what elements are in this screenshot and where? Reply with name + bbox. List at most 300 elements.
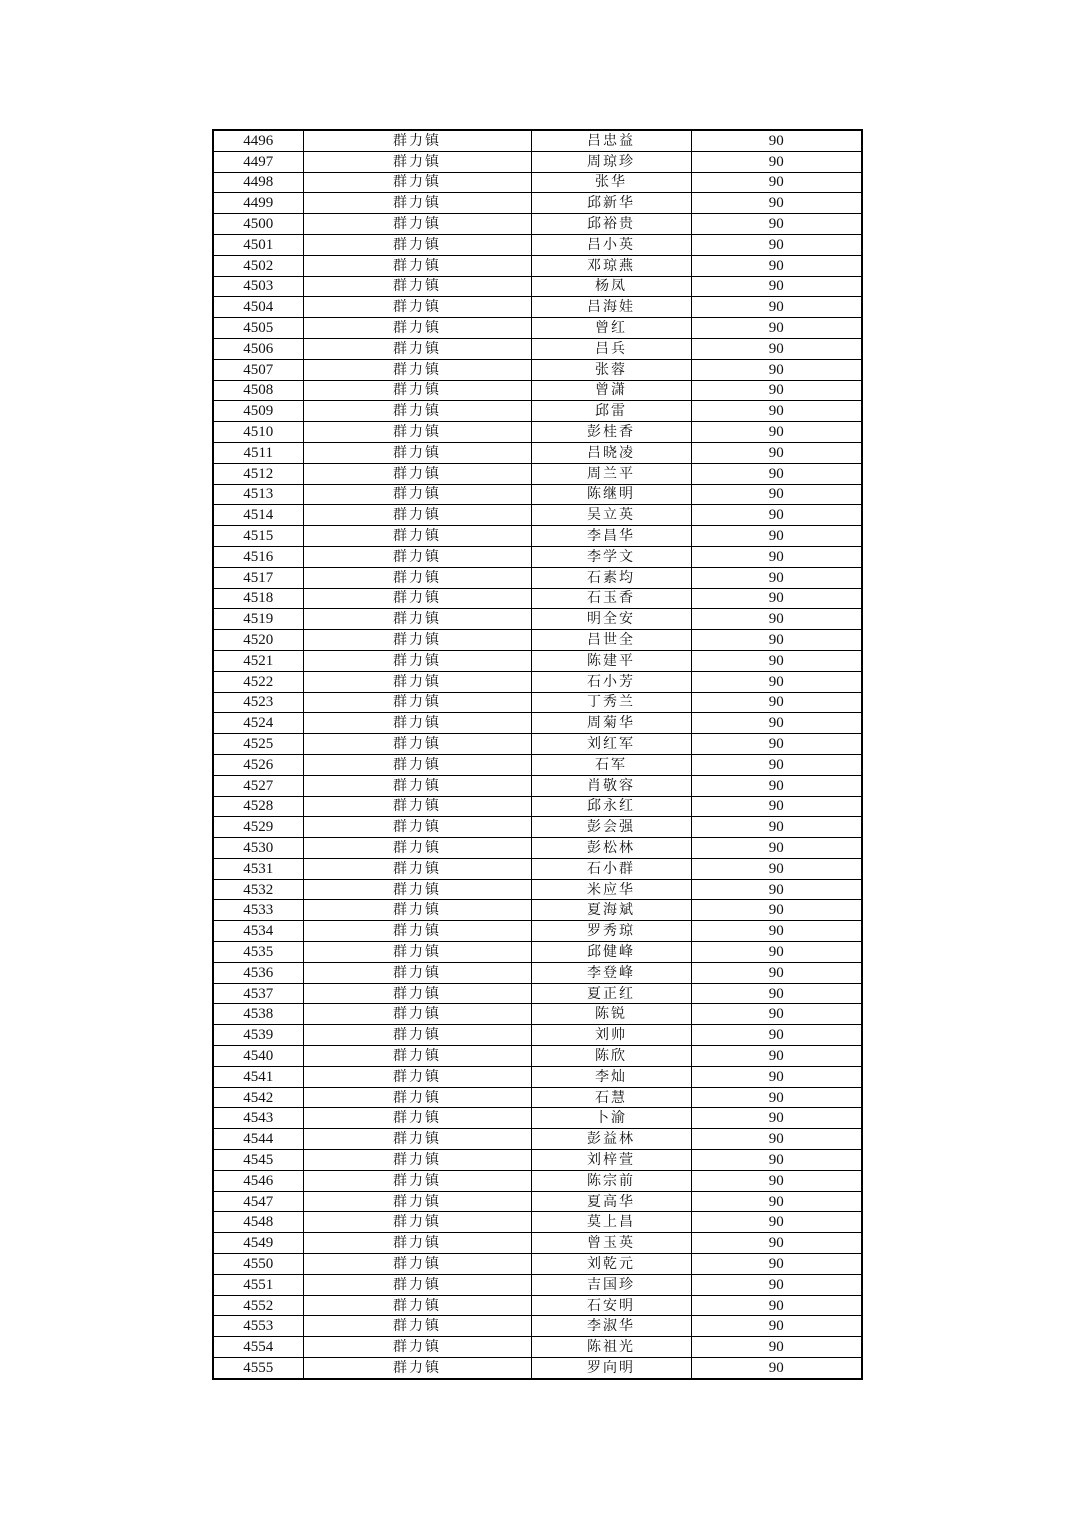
table-row	[213, 422, 862, 443]
table-row	[213, 276, 862, 297]
row-number-cell: 4509	[213, 401, 303, 422]
score-cell: 90	[691, 630, 862, 651]
row-number-cell: 4548	[213, 1212, 303, 1233]
person-name-cell: 石素均	[531, 567, 691, 588]
row-number-cell: 4518	[213, 588, 303, 609]
table-row	[213, 630, 862, 651]
roster-table-body	[213, 130, 862, 1379]
table-row	[213, 130, 862, 151]
town-cell: 群力镇	[303, 775, 531, 796]
row-number-cell: 4553	[213, 1316, 303, 1337]
town-cell: 群力镇	[303, 650, 531, 671]
row-number-cell: 4549	[213, 1233, 303, 1254]
row-number-cell: 4502	[213, 255, 303, 276]
row-number-cell: 4524	[213, 713, 303, 734]
table-row	[213, 505, 862, 526]
table-row	[213, 401, 862, 422]
score-cell: 90	[691, 983, 862, 1004]
row-number-cell: 4550	[213, 1254, 303, 1275]
town-cell: 群力镇	[303, 879, 531, 900]
row-number-cell: 4500	[213, 214, 303, 235]
person-name-cell: 彭会强	[531, 817, 691, 838]
person-name-cell: 李淑华	[531, 1316, 691, 1337]
town-cell: 群力镇	[303, 921, 531, 942]
town-cell: 群力镇	[303, 1087, 531, 1108]
town-cell: 群力镇	[303, 734, 531, 755]
table-row	[213, 359, 862, 380]
row-number-cell: 4552	[213, 1295, 303, 1316]
row-number-cell: 4512	[213, 463, 303, 484]
row-number-cell: 4533	[213, 900, 303, 921]
person-name-cell: 石小群	[531, 858, 691, 879]
table-row	[213, 692, 862, 713]
person-name-cell: 周菊华	[531, 713, 691, 734]
town-cell: 群力镇	[303, 1191, 531, 1212]
score-cell: 90	[691, 1274, 862, 1295]
person-name-cell: 陈建平	[531, 650, 691, 671]
row-number-cell: 4496	[213, 130, 303, 151]
person-name-cell: 吴立英	[531, 505, 691, 526]
table-row	[213, 1066, 862, 1087]
person-name-cell: 丁秀兰	[531, 692, 691, 713]
score-cell: 90	[691, 526, 862, 547]
town-cell: 群力镇	[303, 962, 531, 983]
town-cell: 群力镇	[303, 1025, 531, 1046]
town-cell: 群力镇	[303, 671, 531, 692]
table-row	[213, 193, 862, 214]
row-number-cell: 4535	[213, 942, 303, 963]
score-cell: 90	[691, 338, 862, 359]
score-cell: 90	[691, 900, 862, 921]
score-cell: 90	[691, 671, 862, 692]
table-row	[213, 172, 862, 193]
score-cell: 90	[691, 1004, 862, 1025]
person-name-cell: 石慧	[531, 1087, 691, 1108]
row-number-cell: 4545	[213, 1150, 303, 1171]
person-name-cell: 刘帅	[531, 1025, 691, 1046]
town-cell: 群力镇	[303, 151, 531, 172]
person-name-cell: 吕兵	[531, 338, 691, 359]
score-cell: 90	[691, 609, 862, 630]
score-cell: 90	[691, 650, 862, 671]
person-name-cell: 米应华	[531, 879, 691, 900]
person-name-cell: 明全安	[531, 609, 691, 630]
person-name-cell: 莫上昌	[531, 1212, 691, 1233]
row-number-cell: 4551	[213, 1274, 303, 1295]
score-cell: 90	[691, 879, 862, 900]
town-cell: 群力镇	[303, 588, 531, 609]
person-name-cell: 夏高华	[531, 1191, 691, 1212]
town-cell: 群力镇	[303, 838, 531, 859]
person-name-cell: 刘梓萱	[531, 1150, 691, 1171]
score-cell: 90	[691, 692, 862, 713]
person-name-cell: 张华	[531, 172, 691, 193]
town-cell: 群力镇	[303, 526, 531, 547]
table-row	[213, 858, 862, 879]
row-number-cell: 4525	[213, 734, 303, 755]
person-name-cell: 石军	[531, 754, 691, 775]
row-number-cell: 4526	[213, 754, 303, 775]
score-cell: 90	[691, 1046, 862, 1067]
row-number-cell: 4508	[213, 380, 303, 401]
person-name-cell: 陈宗前	[531, 1170, 691, 1191]
person-name-cell: 陈欣	[531, 1046, 691, 1067]
town-cell: 群力镇	[303, 1358, 531, 1379]
row-number-cell: 4523	[213, 692, 303, 713]
table-row	[213, 983, 862, 1004]
town-cell: 群力镇	[303, 318, 531, 339]
row-number-cell: 4541	[213, 1066, 303, 1087]
person-name-cell: 李登峰	[531, 962, 691, 983]
table-row	[213, 713, 862, 734]
person-name-cell: 彭桂香	[531, 422, 691, 443]
person-name-cell: 陈祖光	[531, 1337, 691, 1358]
score-cell: 90	[691, 1150, 862, 1171]
person-name-cell: 罗向明	[531, 1358, 691, 1379]
table-row	[213, 609, 862, 630]
score-cell: 90	[691, 401, 862, 422]
town-cell: 群力镇	[303, 463, 531, 484]
table-row	[213, 338, 862, 359]
roster-table	[212, 129, 863, 1380]
table-row	[213, 962, 862, 983]
town-cell: 群力镇	[303, 1150, 531, 1171]
person-name-cell: 刘乾元	[531, 1254, 691, 1275]
person-name-cell: 吉国珍	[531, 1274, 691, 1295]
person-name-cell: 吕忠益	[531, 130, 691, 151]
score-cell: 90	[691, 318, 862, 339]
table-row	[213, 151, 862, 172]
table-row	[213, 671, 862, 692]
score-cell: 90	[691, 1295, 862, 1316]
town-cell: 群力镇	[303, 484, 531, 505]
person-name-cell: 吕海娃	[531, 297, 691, 318]
table-row	[213, 234, 862, 255]
person-name-cell: 邱新华	[531, 193, 691, 214]
row-number-cell: 4513	[213, 484, 303, 505]
row-number-cell: 4501	[213, 234, 303, 255]
score-cell: 90	[691, 1191, 862, 1212]
table-row	[213, 1316, 862, 1337]
table-row	[213, 463, 862, 484]
score-cell: 90	[691, 1337, 862, 1358]
score-cell: 90	[691, 588, 862, 609]
town-cell: 群力镇	[303, 234, 531, 255]
town-cell: 群力镇	[303, 338, 531, 359]
row-number-cell: 4534	[213, 921, 303, 942]
table-row	[213, 318, 862, 339]
row-number-cell: 4511	[213, 442, 303, 463]
row-number-cell: 4507	[213, 359, 303, 380]
table-row	[213, 1108, 862, 1129]
score-cell: 90	[691, 234, 862, 255]
person-name-cell: 曾玉英	[531, 1233, 691, 1254]
town-cell: 群力镇	[303, 1274, 531, 1295]
score-cell: 90	[691, 838, 862, 859]
table-row	[213, 838, 862, 859]
town-cell: 群力镇	[303, 630, 531, 651]
town-cell: 群力镇	[303, 817, 531, 838]
table-row	[213, 817, 862, 838]
row-number-cell: 4546	[213, 1170, 303, 1191]
person-name-cell: 邱健峰	[531, 942, 691, 963]
town-cell: 群力镇	[303, 172, 531, 193]
score-cell: 90	[691, 193, 862, 214]
score-cell: 90	[691, 422, 862, 443]
score-cell: 90	[691, 1254, 862, 1275]
row-number-cell: 4531	[213, 858, 303, 879]
person-name-cell: 刘红军	[531, 734, 691, 755]
score-cell: 90	[691, 172, 862, 193]
person-name-cell: 夏正红	[531, 983, 691, 1004]
table-row	[213, 567, 862, 588]
row-number-cell: 4506	[213, 338, 303, 359]
row-number-cell: 4542	[213, 1087, 303, 1108]
town-cell: 群力镇	[303, 1316, 531, 1337]
person-name-cell: 曾潇	[531, 380, 691, 401]
person-name-cell: 石小芳	[531, 671, 691, 692]
table-row	[213, 380, 862, 401]
town-cell: 群力镇	[303, 609, 531, 630]
table-row	[213, 1087, 862, 1108]
table-row	[213, 297, 862, 318]
person-name-cell: 彭益林	[531, 1129, 691, 1150]
row-number-cell: 4544	[213, 1129, 303, 1150]
score-cell: 90	[691, 1233, 862, 1254]
row-number-cell: 4530	[213, 838, 303, 859]
person-name-cell: 石安明	[531, 1295, 691, 1316]
person-name-cell: 邱雷	[531, 401, 691, 422]
person-name-cell: 肖敬容	[531, 775, 691, 796]
person-name-cell: 周兰平	[531, 463, 691, 484]
table-row	[213, 1233, 862, 1254]
town-cell: 群力镇	[303, 796, 531, 817]
person-name-cell: 曾红	[531, 318, 691, 339]
town-cell: 群力镇	[303, 255, 531, 276]
town-cell: 群力镇	[303, 1066, 531, 1087]
row-number-cell: 4514	[213, 505, 303, 526]
table-row	[213, 921, 862, 942]
town-cell: 群力镇	[303, 214, 531, 235]
table-row	[213, 214, 862, 235]
table-row	[213, 1358, 862, 1379]
table-row	[213, 775, 862, 796]
town-cell: 群力镇	[303, 359, 531, 380]
score-cell: 90	[691, 796, 862, 817]
row-number-cell: 4517	[213, 567, 303, 588]
row-number-cell: 4543	[213, 1108, 303, 1129]
score-cell: 90	[691, 817, 862, 838]
person-name-cell: 吕世全	[531, 630, 691, 651]
score-cell: 90	[691, 962, 862, 983]
score-cell: 90	[691, 1212, 862, 1233]
town-cell: 群力镇	[303, 1046, 531, 1067]
town-cell: 群力镇	[303, 546, 531, 567]
town-cell: 群力镇	[303, 442, 531, 463]
score-cell: 90	[691, 380, 862, 401]
score-cell: 90	[691, 442, 862, 463]
score-cell: 90	[691, 484, 862, 505]
table-row	[213, 546, 862, 567]
score-cell: 90	[691, 1316, 862, 1337]
town-cell: 群力镇	[303, 858, 531, 879]
table-row	[213, 255, 862, 276]
score-cell: 90	[691, 130, 862, 151]
row-number-cell: 4497	[213, 151, 303, 172]
table-row	[213, 796, 862, 817]
town-cell: 群力镇	[303, 713, 531, 734]
score-cell: 90	[691, 567, 862, 588]
score-cell: 90	[691, 734, 862, 755]
person-name-cell: 周琼珍	[531, 151, 691, 172]
score-cell: 90	[691, 1129, 862, 1150]
table-row	[213, 650, 862, 671]
town-cell: 群力镇	[303, 130, 531, 151]
score-cell: 90	[691, 942, 862, 963]
row-number-cell: 4527	[213, 775, 303, 796]
row-number-cell: 4537	[213, 983, 303, 1004]
person-name-cell: 邱永红	[531, 796, 691, 817]
score-cell: 90	[691, 921, 862, 942]
score-cell: 90	[691, 214, 862, 235]
town-cell: 群力镇	[303, 193, 531, 214]
row-number-cell: 4536	[213, 962, 303, 983]
town-cell: 群力镇	[303, 567, 531, 588]
row-number-cell: 4510	[213, 422, 303, 443]
person-name-cell: 卜渝	[531, 1108, 691, 1129]
row-number-cell: 4547	[213, 1191, 303, 1212]
table-row	[213, 1337, 862, 1358]
row-number-cell: 4521	[213, 650, 303, 671]
table-row	[213, 1170, 862, 1191]
table-row	[213, 442, 862, 463]
table-row	[213, 484, 862, 505]
town-cell: 群力镇	[303, 401, 531, 422]
table-row	[213, 1295, 862, 1316]
person-name-cell: 夏海斌	[531, 900, 691, 921]
row-number-cell: 4519	[213, 609, 303, 630]
person-name-cell: 陈锐	[531, 1004, 691, 1025]
person-name-cell: 李灿	[531, 1066, 691, 1087]
town-cell: 群力镇	[303, 1254, 531, 1275]
table-row	[213, 526, 862, 547]
person-name-cell: 邓琼燕	[531, 255, 691, 276]
table-row	[213, 1274, 862, 1295]
row-number-cell: 4532	[213, 879, 303, 900]
town-cell: 群力镇	[303, 983, 531, 1004]
score-cell: 90	[691, 1066, 862, 1087]
town-cell: 群力镇	[303, 754, 531, 775]
row-number-cell: 4504	[213, 297, 303, 318]
score-cell: 90	[691, 858, 862, 879]
table-row	[213, 734, 862, 755]
town-cell: 群力镇	[303, 380, 531, 401]
town-cell: 群力镇	[303, 1108, 531, 1129]
score-cell: 90	[691, 1358, 862, 1379]
table-row	[213, 1129, 862, 1150]
table-row	[213, 1004, 862, 1025]
score-cell: 90	[691, 1025, 862, 1046]
town-cell: 群力镇	[303, 900, 531, 921]
score-cell: 90	[691, 1170, 862, 1191]
person-name-cell: 吕小英	[531, 234, 691, 255]
table-row	[213, 1212, 862, 1233]
score-cell: 90	[691, 754, 862, 775]
town-cell: 群力镇	[303, 1233, 531, 1254]
person-name-cell: 石玉香	[531, 588, 691, 609]
row-number-cell: 4522	[213, 671, 303, 692]
table-row	[213, 1254, 862, 1275]
person-name-cell: 邱裕贵	[531, 214, 691, 235]
town-cell: 群力镇	[303, 1295, 531, 1316]
person-name-cell: 张蓉	[531, 359, 691, 380]
person-name-cell: 吕晓凌	[531, 442, 691, 463]
row-number-cell: 4503	[213, 276, 303, 297]
person-name-cell: 彭松林	[531, 838, 691, 859]
table-row	[213, 879, 862, 900]
town-cell: 群力镇	[303, 297, 531, 318]
row-number-cell: 4554	[213, 1337, 303, 1358]
table-row	[213, 900, 862, 921]
table-row	[213, 1025, 862, 1046]
row-number-cell: 4515	[213, 526, 303, 547]
score-cell: 90	[691, 1087, 862, 1108]
row-number-cell: 4499	[213, 193, 303, 214]
town-cell: 群力镇	[303, 1337, 531, 1358]
row-number-cell: 4539	[213, 1025, 303, 1046]
row-number-cell: 4540	[213, 1046, 303, 1067]
person-name-cell: 陈继明	[531, 484, 691, 505]
town-cell: 群力镇	[303, 692, 531, 713]
table-row	[213, 942, 862, 963]
row-number-cell: 4555	[213, 1358, 303, 1379]
table-row	[213, 754, 862, 775]
score-cell: 90	[691, 359, 862, 380]
table-row	[213, 1150, 862, 1171]
row-number-cell: 4538	[213, 1004, 303, 1025]
table-row	[213, 588, 862, 609]
row-number-cell: 4505	[213, 318, 303, 339]
score-cell: 90	[691, 297, 862, 318]
row-number-cell: 4520	[213, 630, 303, 651]
town-cell: 群力镇	[303, 276, 531, 297]
score-cell: 90	[691, 713, 862, 734]
person-name-cell: 李昌华	[531, 526, 691, 547]
row-number-cell: 4498	[213, 172, 303, 193]
table-row	[213, 1191, 862, 1212]
town-cell: 群力镇	[303, 942, 531, 963]
score-cell: 90	[691, 276, 862, 297]
score-cell: 90	[691, 505, 862, 526]
score-cell: 90	[691, 1108, 862, 1129]
score-cell: 90	[691, 546, 862, 567]
table-row	[213, 1046, 862, 1067]
town-cell: 群力镇	[303, 422, 531, 443]
score-cell: 90	[691, 463, 862, 484]
score-cell: 90	[691, 255, 862, 276]
town-cell: 群力镇	[303, 1170, 531, 1191]
row-number-cell: 4528	[213, 796, 303, 817]
town-cell: 群力镇	[303, 505, 531, 526]
town-cell: 群力镇	[303, 1212, 531, 1233]
row-number-cell: 4516	[213, 546, 303, 567]
score-cell: 90	[691, 775, 862, 796]
town-cell: 群力镇	[303, 1004, 531, 1025]
row-number-cell: 4529	[213, 817, 303, 838]
person-name-cell: 李学文	[531, 546, 691, 567]
person-name-cell: 杨凤	[531, 276, 691, 297]
person-name-cell: 罗秀琼	[531, 921, 691, 942]
